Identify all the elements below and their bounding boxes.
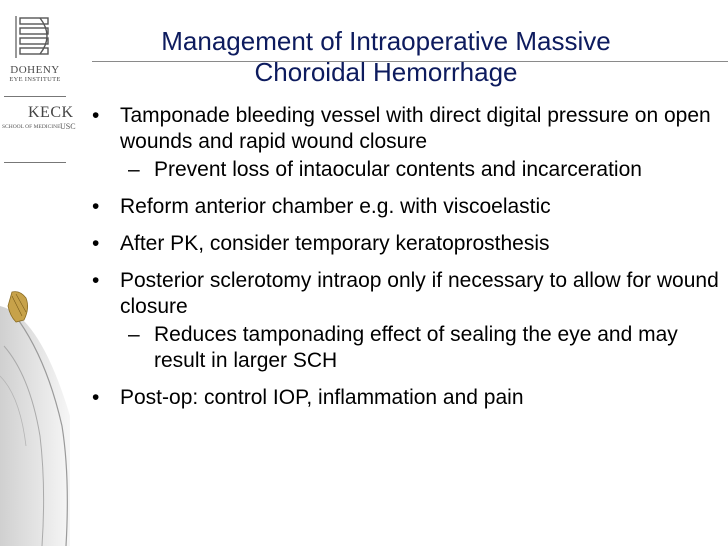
bullet-marker: • (92, 269, 100, 292)
sub-bullet-marker: – (128, 158, 140, 181)
branding-sidebar (0, 0, 76, 546)
bullet-text: After PK, consider temporary keratoprosthesis (120, 232, 550, 255)
doheny-subtitle: EYE INSTITUTE (9, 76, 61, 83)
doheny-name: DOHENY (10, 64, 60, 76)
bullet-text: Posterior sclerotomy intraop only if necessary to allow for wound closure (120, 269, 719, 318)
keck-wordmark: KECK (28, 104, 74, 121)
bullet-item (86, 231, 722, 257)
bullet-item (86, 385, 722, 411)
doheny-wordmark (4, 64, 66, 84)
bullet-marker: • (92, 195, 100, 218)
title-line-2: Choroidal Hemorrhage (254, 57, 518, 87)
bullet-marker: • (92, 104, 100, 127)
eye-cross-section-illustration (0, 286, 72, 546)
doheny-logo-icon (14, 14, 54, 62)
bullet-list (86, 103, 722, 422)
keck-school-label: SCHOOL OF MEDICINE (2, 124, 61, 130)
sub-bullet-marker: – (128, 323, 140, 346)
sidebar-divider (4, 96, 66, 97)
bullet-item (86, 194, 722, 220)
bullet-item (86, 103, 722, 155)
sidebar-divider (4, 162, 66, 163)
sub-bullet-item (86, 157, 722, 183)
sub-bullet-item (86, 322, 722, 374)
bullet-text: Post-op: control IOP, inflammation and pain (120, 386, 524, 409)
bullet-marker: • (92, 232, 100, 255)
keck-usc-label: USC (60, 122, 76, 131)
bullet-item (86, 268, 722, 320)
bullet-text: Tamponade bleeding vessel with direct digital pressure on open wounds and rapid wound closure (120, 104, 711, 153)
title-line-1: Management of Intraoperative Massive (161, 26, 611, 56)
bullet-marker: • (92, 386, 100, 409)
bullet-text: Reform anterior chamber e.g. with viscoelastic (120, 195, 551, 218)
slide-title (96, 26, 676, 88)
sub-bullet-text: Reduces tamponading effect of sealing the eye and may result in larger SCH (154, 323, 678, 372)
sub-bullet-text: Prevent loss of intaocular contents and incarceration (154, 158, 642, 181)
